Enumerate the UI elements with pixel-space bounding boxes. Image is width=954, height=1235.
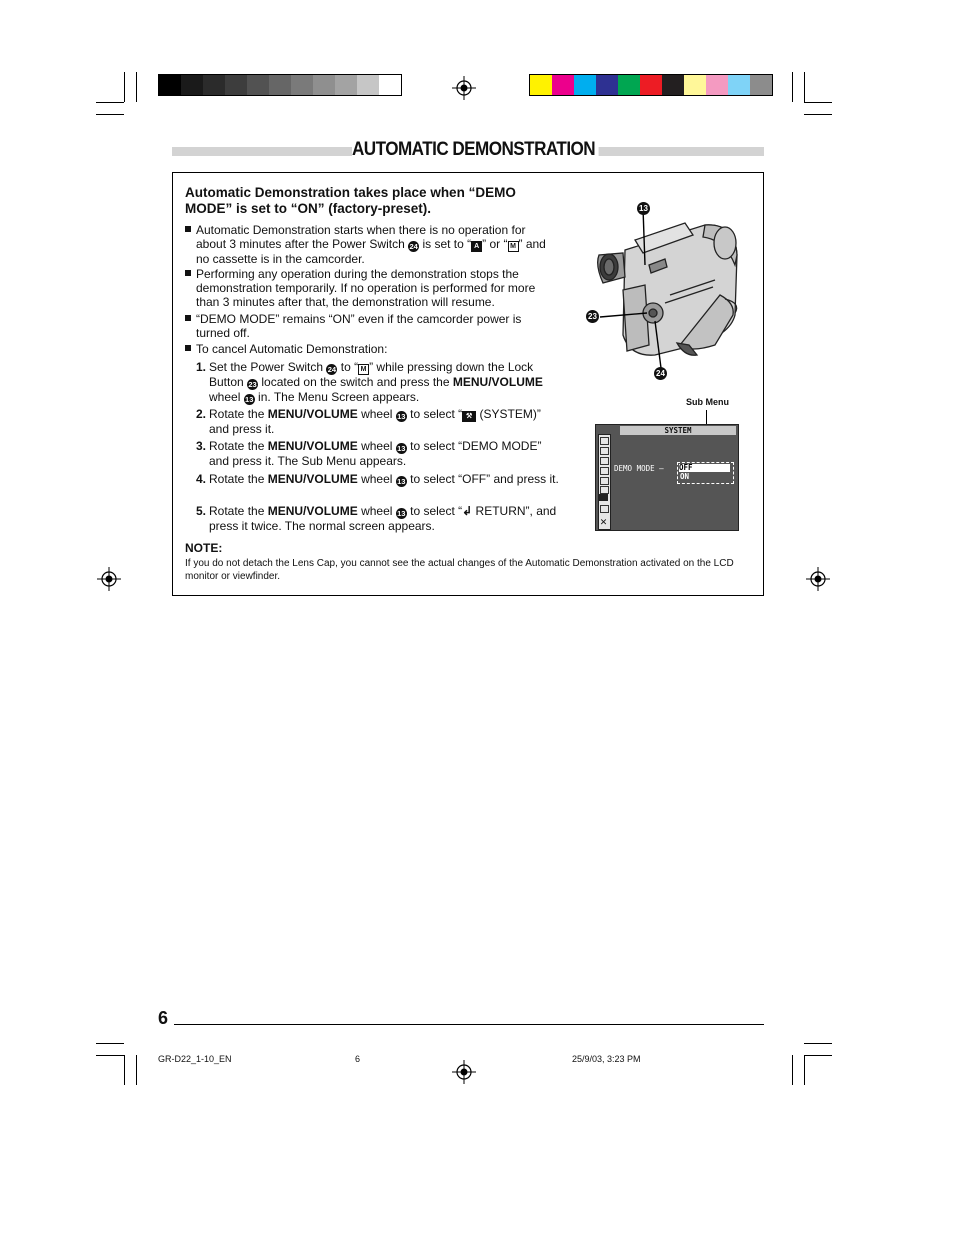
color-swatch bbox=[269, 75, 291, 95]
ref-number-13: 13 bbox=[397, 444, 406, 453]
crop-mark bbox=[136, 1055, 137, 1085]
bullet-text: To cancel Automatic Demonstration: bbox=[196, 342, 388, 356]
step-1 bbox=[196, 360, 564, 405]
step-text: (SYSTEM)” and press it. bbox=[209, 407, 541, 436]
note-text: If you do not detach the Lens Cap, you cannot see the actual changes of the Automatic Demonstration activated on the LCD monitor or viewfinder. bbox=[185, 558, 734, 582]
step-text: wheel bbox=[361, 504, 393, 518]
color-swatch bbox=[640, 75, 662, 95]
crop-mark bbox=[804, 114, 832, 115]
color-swatch bbox=[291, 75, 313, 95]
system-icon: ⚒ bbox=[462, 411, 476, 422]
crop-mark bbox=[136, 72, 137, 102]
sub-menu-option-on: ON bbox=[680, 472, 690, 481]
crop-mark bbox=[124, 1055, 125, 1085]
menu-icon bbox=[600, 437, 609, 445]
crop-mark bbox=[96, 1043, 124, 1044]
bullet-square bbox=[185, 345, 191, 351]
step-text: wheel bbox=[209, 390, 241, 404]
color-swatch bbox=[596, 75, 618, 95]
crop-mark bbox=[96, 102, 124, 103]
step-text: Set the Power Switch bbox=[209, 360, 324, 374]
step-text: to select “DEMO MODE” and press it. The Sub Menu appears. bbox=[209, 439, 542, 468]
bullet-text: ” or “ bbox=[482, 237, 508, 251]
page-number: 6 bbox=[158, 1008, 169, 1028]
step-text: to select “ bbox=[410, 504, 463, 518]
return-arrow-icon: ↲ bbox=[462, 504, 473, 518]
bullet-item bbox=[185, 312, 555, 340]
crop-mark bbox=[96, 114, 124, 115]
color-swatch bbox=[750, 75, 772, 95]
camcorder-illustration bbox=[585, 195, 755, 390]
step-text: Rotate the bbox=[209, 472, 265, 486]
ref-number-13: 13 bbox=[397, 412, 406, 421]
bullet-square bbox=[185, 226, 191, 232]
callout-13: 13 bbox=[637, 202, 650, 215]
sub-menu-label: Sub Menu bbox=[686, 397, 729, 407]
process-color-bar bbox=[529, 74, 773, 96]
bullet-text: Performing any operation during the demonstration stops the demonstration temporarily. If no operation is performed for more than 3 minutes after that, the demonstration will resume. bbox=[196, 267, 536, 309]
step-bold-text: MENU/VOLUME bbox=[267, 504, 358, 518]
color-swatch bbox=[203, 75, 225, 95]
ref-number-13: 13 bbox=[245, 395, 254, 404]
system-icon bbox=[599, 494, 608, 501]
menu-screen-illustration bbox=[595, 424, 739, 531]
menu-icon bbox=[600, 467, 609, 475]
step-text: Rotate the bbox=[209, 439, 265, 453]
menu-icon bbox=[600, 447, 609, 455]
bullet-text: ” and no cassette is in the camcorder. bbox=[196, 237, 546, 266]
color-swatch bbox=[247, 75, 269, 95]
crop-mark bbox=[792, 1055, 793, 1085]
page-title: AUTOMATIC DEMONSTRATION bbox=[352, 139, 599, 161]
menu-header: SYSTEM bbox=[620, 426, 736, 435]
sub-menu-option-off: OFF bbox=[679, 464, 730, 472]
close-icon: ✕ bbox=[599, 517, 608, 527]
color-swatch bbox=[728, 75, 750, 95]
auto-mode-icon: A bbox=[471, 241, 482, 252]
lead-text: Automatic Demonstration takes place when “DEMO MODE” is set to “ON” (factory-preset). bbox=[185, 185, 516, 216]
footer-file: GR-D22_1-10_EN bbox=[158, 1054, 232, 1064]
step-text: in. The Menu Screen appears. bbox=[258, 390, 420, 404]
step-bold-text: MENU/VOLUME bbox=[267, 472, 358, 486]
step-text: located on the switch and press the bbox=[261, 375, 450, 389]
crop-mark bbox=[124, 72, 125, 102]
menu-item-label: DEMO MODE bbox=[614, 464, 655, 473]
manual-mode-icon: M bbox=[508, 241, 519, 252]
color-swatch bbox=[357, 75, 379, 95]
callout-24: 24 bbox=[654, 367, 667, 380]
step-5 bbox=[196, 504, 564, 533]
color-swatch bbox=[574, 75, 596, 95]
ref-number-13: 13 bbox=[397, 509, 406, 518]
menu-icon bbox=[600, 505, 609, 513]
menu-item-dash: – bbox=[659, 464, 664, 473]
bullet-item bbox=[185, 342, 555, 356]
crop-mark bbox=[804, 1055, 805, 1085]
bullet-text: Automatic Demonstration starts when there is no operation for about 3 minutes after the Power Switch bbox=[196, 223, 526, 251]
color-swatch bbox=[552, 75, 574, 95]
step-number: 1. bbox=[196, 360, 207, 374]
footer-rule bbox=[174, 1024, 764, 1025]
color-swatch bbox=[530, 75, 552, 95]
color-swatch bbox=[313, 75, 335, 95]
crop-mark bbox=[792, 72, 793, 102]
color-swatch bbox=[379, 75, 401, 95]
step-text: RETURN”, and press it twice. The normal screen appears. bbox=[209, 504, 557, 533]
step-text: to select “ bbox=[410, 407, 463, 421]
step-text: wheel bbox=[361, 407, 393, 421]
grayscale-color-bar bbox=[158, 74, 402, 96]
step-text: Rotate the bbox=[209, 504, 265, 518]
ref-number-24: 24 bbox=[409, 242, 418, 251]
step-text: to select “OFF” and press it. bbox=[410, 472, 559, 486]
step-3 bbox=[196, 439, 564, 468]
menu-icon bbox=[600, 457, 609, 465]
menu-icon bbox=[600, 477, 609, 485]
ref-number-23: 23 bbox=[248, 380, 257, 389]
step-2 bbox=[196, 407, 564, 436]
step-text: to “ bbox=[340, 360, 359, 374]
bullet-square bbox=[185, 315, 191, 321]
registration-mark-icon bbox=[452, 76, 476, 100]
registration-mark-icon bbox=[97, 567, 121, 591]
bullet-text: is set to “ bbox=[422, 237, 472, 251]
bullet-text: “DEMO MODE” remains “ON” even if the camcorder power is turned off. bbox=[196, 312, 522, 340]
registration-mark-icon bbox=[806, 567, 830, 591]
step-bold-text: MENU/VOLUME bbox=[452, 375, 543, 389]
note-heading: NOTE: bbox=[185, 541, 223, 555]
color-swatch bbox=[159, 75, 181, 95]
color-swatch bbox=[181, 75, 203, 95]
step-number: 5. bbox=[196, 504, 207, 518]
crop-mark bbox=[804, 1043, 832, 1044]
registration-mark-icon bbox=[452, 1060, 476, 1084]
step-number: 4. bbox=[196, 472, 207, 486]
menu-icon bbox=[600, 486, 609, 494]
step-text: Rotate the bbox=[209, 407, 265, 421]
color-swatch bbox=[706, 75, 728, 95]
step-text: ” while pressing down the Lock Button bbox=[209, 360, 534, 389]
color-swatch bbox=[225, 75, 247, 95]
crop-mark bbox=[804, 72, 805, 102]
callout-23: 23 bbox=[586, 310, 599, 323]
color-swatch bbox=[335, 75, 357, 95]
color-swatch bbox=[618, 75, 640, 95]
menu-item-demo-mode bbox=[614, 464, 664, 473]
crop-mark bbox=[96, 1055, 124, 1056]
footer-date: 25/9/03, 3:23 PM bbox=[572, 1054, 641, 1064]
ref-number-24: 24 bbox=[327, 365, 337, 374]
manual-mode-icon: M bbox=[358, 364, 369, 375]
bullet-square bbox=[185, 270, 191, 276]
bullet-item bbox=[185, 267, 555, 309]
crop-mark bbox=[804, 102, 832, 103]
step-number: 2. bbox=[196, 407, 207, 421]
step-bold-text: MENU/VOLUME bbox=[267, 439, 358, 453]
bullet-item bbox=[185, 223, 555, 266]
color-swatch bbox=[662, 75, 684, 95]
ref-number-13: 13 bbox=[397, 477, 406, 486]
step-text: wheel bbox=[361, 439, 393, 453]
footer-page: 6 bbox=[355, 1054, 361, 1064]
step-number: 3. bbox=[196, 439, 207, 453]
step-bold-text: MENU/VOLUME bbox=[267, 407, 358, 421]
step-text: wheel bbox=[361, 472, 393, 486]
crop-mark bbox=[804, 1055, 832, 1056]
color-swatch bbox=[684, 75, 706, 95]
step-4 bbox=[196, 472, 564, 487]
